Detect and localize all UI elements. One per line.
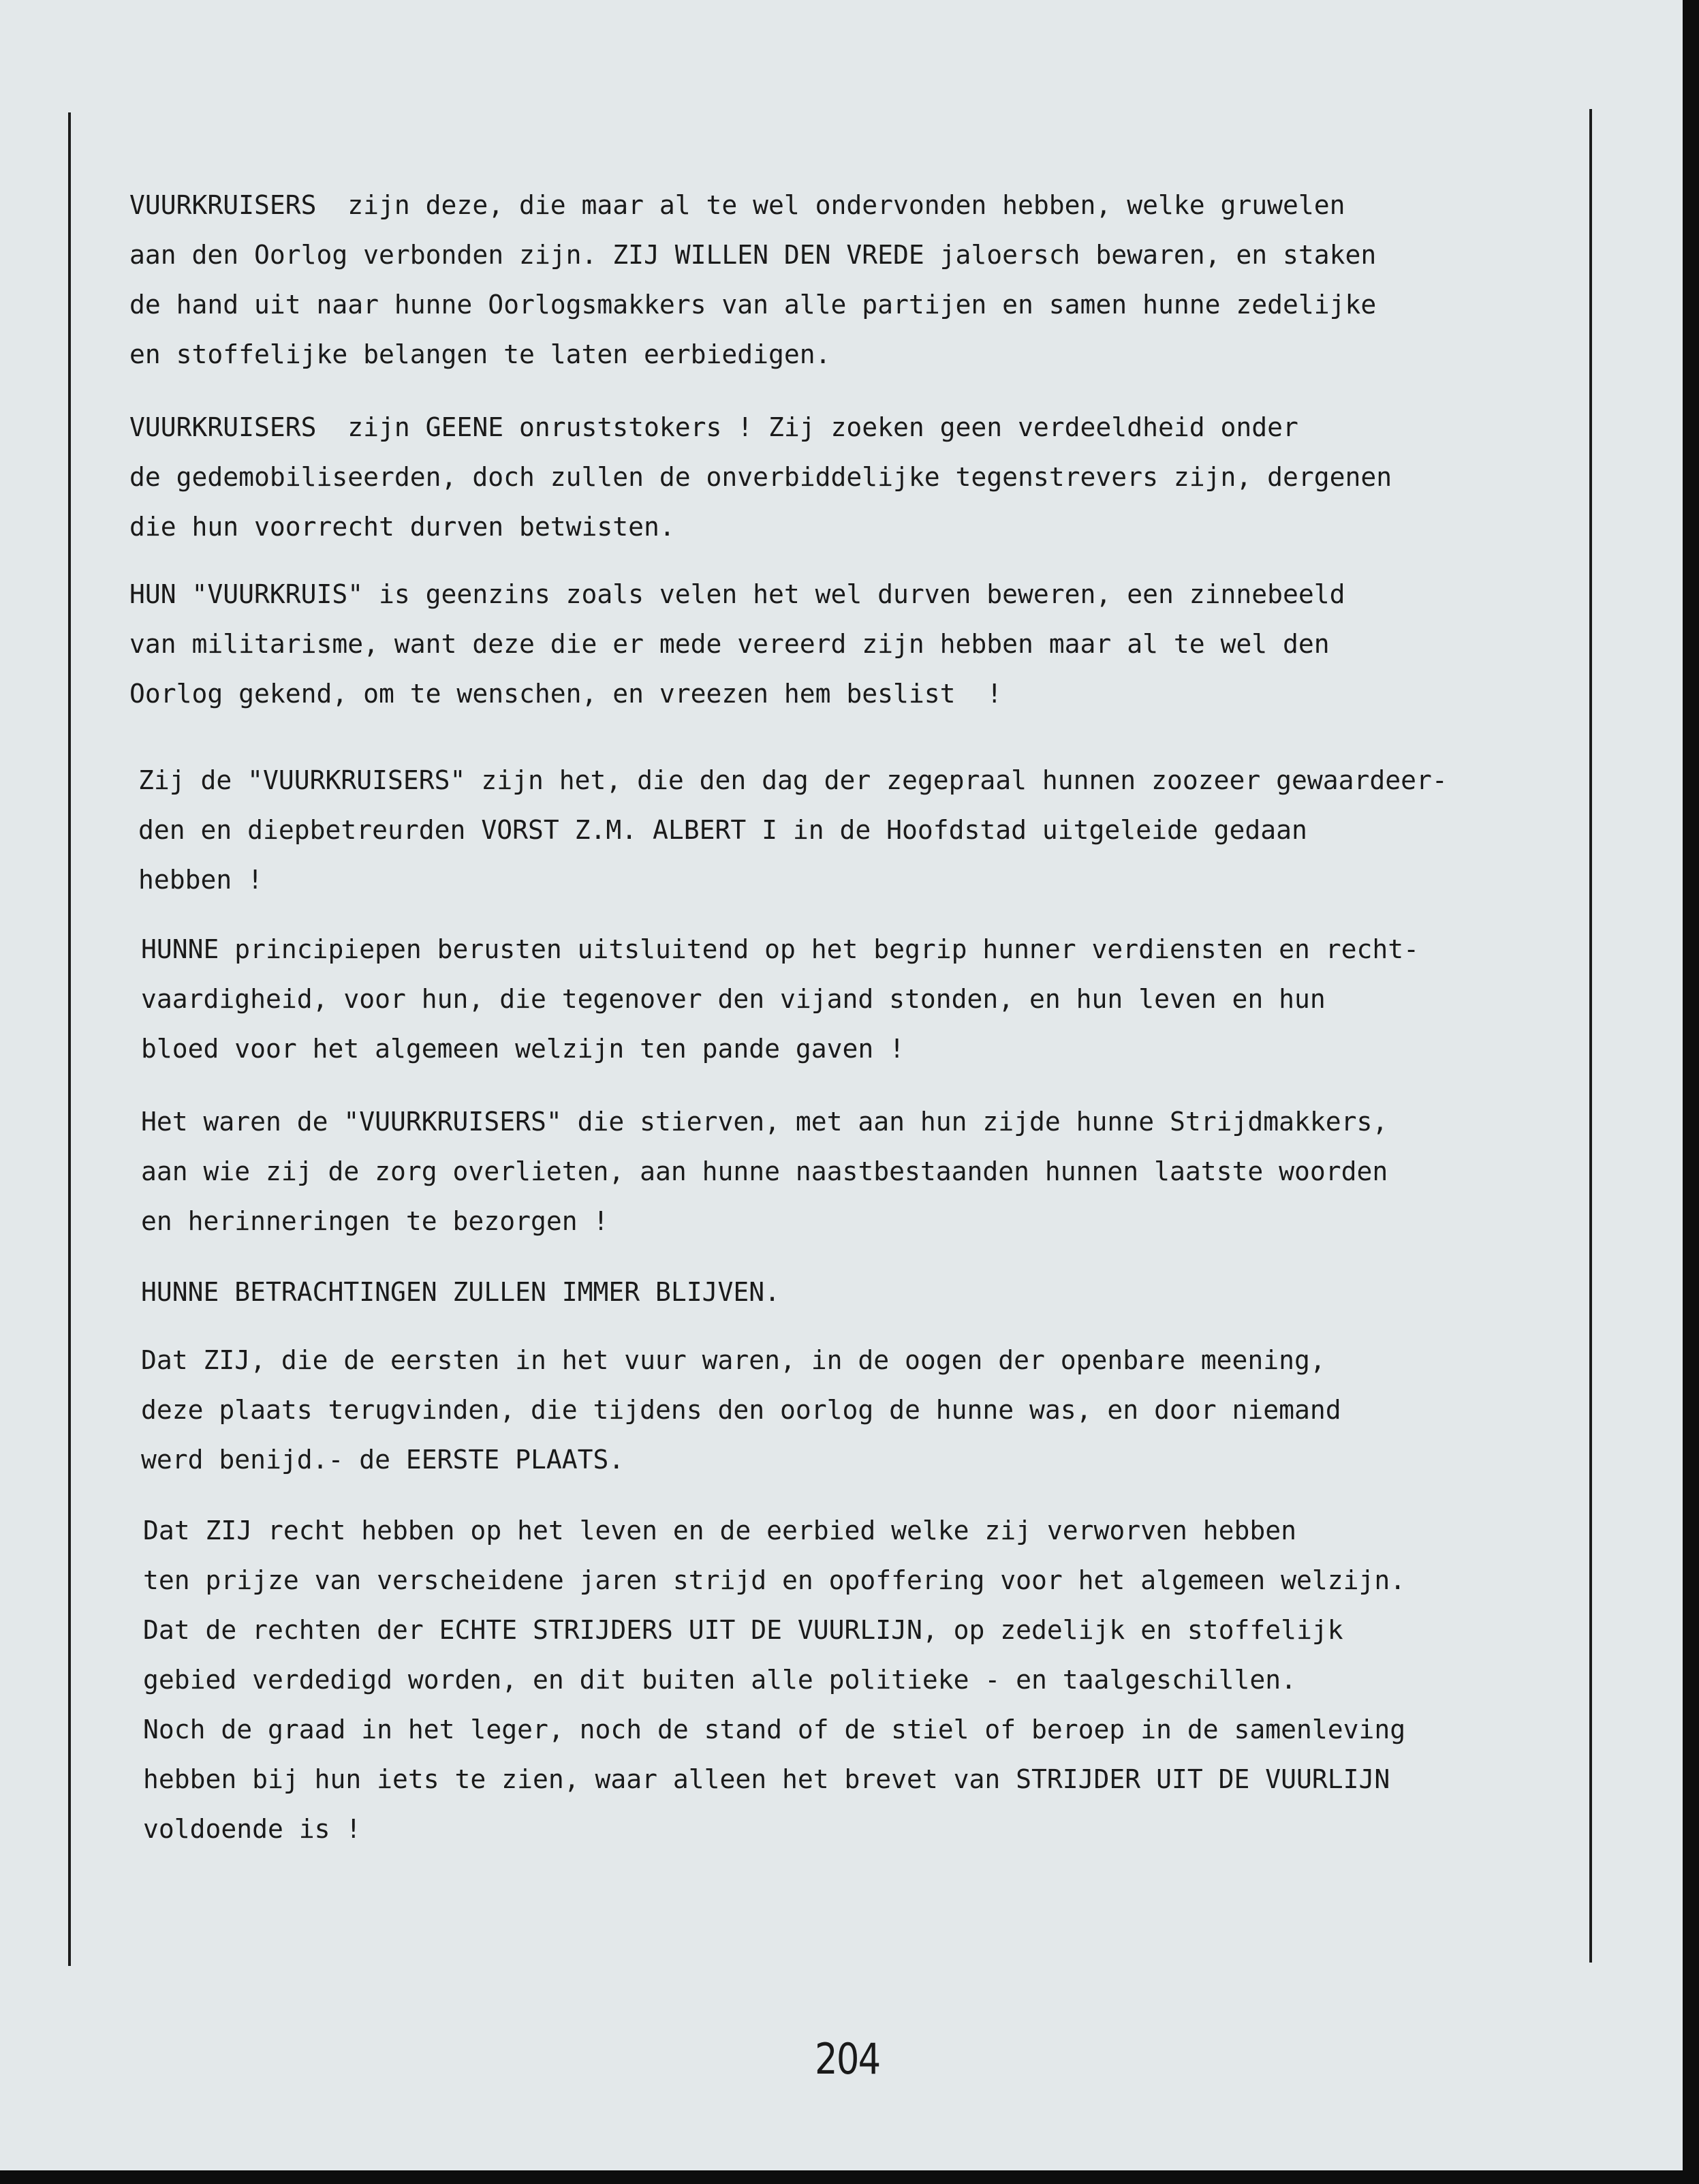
- left-border-line: [68, 112, 71, 1966]
- paragraph-6: Het waren de "VUURKRUISERS" die stierven, met aan hun zijde hunne Strijdmakkers, aan wie zij de zorg overlieten, aan hunne naastbestaanden hunnen laatste woorden en herinneringen te bezorgen !: [141, 1107, 1388, 1236]
- page-number: 204: [815, 2034, 880, 2084]
- paragraph-2: VUURKRUISERS zijn GEENE onruststokers ! Zij zoeken geen verdeeldheid onder de gedemobiliseerden, doch zullen de onverbiddelijke tegenstrevers zijn, dergenen die hun voorrecht durven betwisten.: [129, 412, 1392, 542]
- paragraph-7: HUNNE BETRACHTINGEN ZULLEN IMMER BLIJVEN.: [141, 1277, 780, 1307]
- paragraph-1: VUURKRUISERS zijn deze, die maar al te wel ondervonden hebben, welke gruwelen aan den Oorlog verbonden zijn. ZIJ WILLEN DEN VREDE jaloersch bewaren, en staken de hand uit naar hunne Oorlogsmakkers van alle partijen en samen hunne zedelijke en stoffelijke belangen te laten eerbiedigen.: [129, 190, 1377, 369]
- paragraph-3: HUN "VUURKRUIS" is geenzins zoals velen het wel durven beweren, een zinnebeeld van militarisme, want deze die er mede vereerd zijn hebben maar al te wel den Oorlog gekend, om te wenschen, en vreezen hem beslist !: [129, 579, 1345, 709]
- paragraph-8: Dat ZIJ, die de eersten in het vuur waren, in de oogen der openbare meening, deze plaats terugvinden, die tijdens den oorlog de hunne was, en door niemand werd benijd.- de EERSTE PLAATS.: [141, 1345, 1341, 1475]
- paragraph-5: HUNNE principiepen berusten uitsluitend op het begrip hunner verdiensten en recht- vaardigheid, voor hun, die tegenover den vijand stonden, en hun leven en hun bloed voor het algemeen welzijn ten pande gaven !: [141, 934, 1419, 1064]
- paragraph-9: Dat ZIJ recht hebben op het leven en de eerbied welke zij verworven hebben ten prijze van verscheidene jaren strijd en opoffering voor het algemeen welzijn. Dat de rechten der ECHTE STRIJDERS UIT DE VUURLIJN, op zedelijk en stoffelijk gebied verdedigd worden, en dit buiten alle politieke - en taalgeschillen. Noch de graad in het leger, noch de stand of de stiel of beroep in de samenleving hebben bij hun iets te zien, waar alleen het brevet van STRIJDER UIT DE VUURLIJN voldoende is !: [143, 1516, 1406, 1844]
- paragraph-4: Zij de "VUURKRUISERS" zijn het, die den dag der zegepraal hunnen zoozeer gewaardeer- den en diepbetreurden VORST Z.M. ALBERT I in de Hoofdstad uitgeleide gedaan hebben !: [138, 765, 1448, 895]
